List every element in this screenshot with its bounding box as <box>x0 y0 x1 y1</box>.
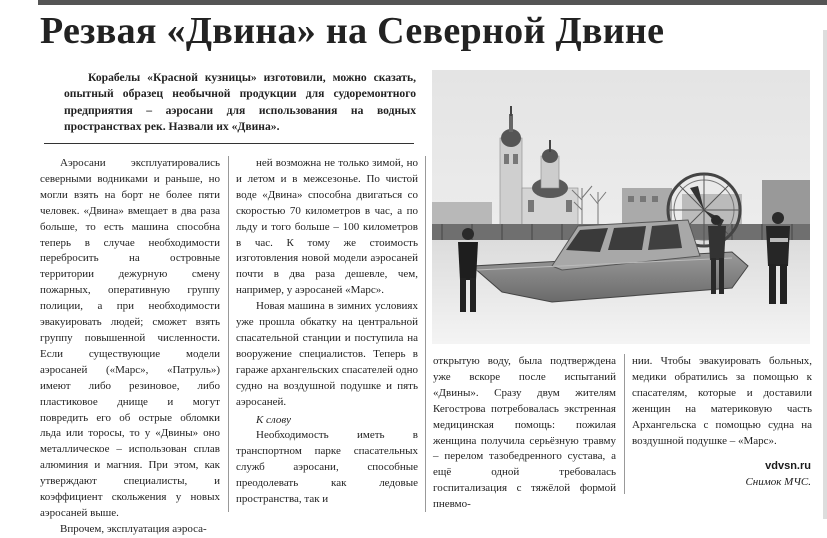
col2-paragraph-3: Необходимость иметь в транспортном парке спасательных служб аэросани, способные преодолевать как ледовые пространства, так и <box>236 429 418 506</box>
col1-paragraph-1: Аэросани эксплуатировались северными водниками и раньше, но могли взять на борт не более пяти человек. «Двина» вмещает в два раза больше, то есть машина способна теперь в случае необходимости перебросить на островные территории дежурную смену пожарных, оперативную группу полиции, а при необходимости эвакуировать людей; сможет взять группу повышенной численности. Если существующие модели аэросаней («Марс», «Патруль») имеют либо резиновое, либо пластиковое днище и могут повредить его об острые обломки льда или торосы, то у «Двины» оно металлическое – использован сплав алюминия и магния. При этом, как утверждают специалисты, и коэффициент скольжения у новых аэросаней выше. <box>40 157 220 519</box>
photo-credit: Снимок МЧС. <box>745 476 811 488</box>
col2-paragraph-2: Новая машина в зимних условиях уже прошла обкатку на центральной спасательной станции и поступила на вооружение специалистов. Теперь в гараже архангельских спасателей одно судно на воздушной подушке и пять аэросаней. <box>236 300 418 408</box>
k-slovu-heading: К слову <box>256 413 292 426</box>
headline: Резвая «Двина» на Северной Двине <box>40 10 665 52</box>
column-3 <box>433 354 616 514</box>
lead-paragraph: Корабелы «Красной кузницы» изготовили, можно сказать, опытный образец необычной продукции для судоремонтного предприятия – аэросани для использования на водных пространствах рек. Назвали их «Двина». <box>64 71 416 134</box>
col4-paragraph-1: нии. Чтобы эвакуировать больных, медики обратились за помощью к спасателям, которые и доставили женщин на материковую часть Архангельска с помощью судна на воздушной подушке – «Марс». <box>632 355 812 447</box>
top-rule <box>38 0 827 5</box>
site-credit: vdvsn.ru <box>765 460 811 472</box>
column-4 <box>632 354 812 447</box>
page-edge <box>823 30 827 519</box>
hovercraft-photo <box>432 70 810 344</box>
col1-paragraph-2: Впрочем, эксплуатация аэроса- <box>60 522 207 535</box>
column-separator <box>624 354 625 494</box>
column-separator <box>228 156 229 512</box>
col2-paragraph-1: ней возможна не только зимой, но и летом и в межсезонье. По чистой воде «Двина» способна двигаться со скоростью 70 километров в час, а по льду и того больше – 100 километров в час. К тому же стоимость изготовления новой модели аэросаней почти в два раза дешевле, чем, например, у аэросаней «Марс». <box>236 157 418 297</box>
column-2 <box>236 156 418 516</box>
col3-paragraph-1: открытую воду, была подтверждена уже вскоре после испытаний «Двины». Сразу двум жителям Кегострова потребовалась экстренная медицинская помощь: пожилая женщина получила серьёзную травму – перелом тазобедренного сустава, а ещё одной требовалась госпитализация с тяжёлой формой пневмо- <box>433 355 616 511</box>
lead-divider <box>44 143 414 144</box>
column-1 <box>40 156 220 535</box>
column-separator <box>425 156 426 512</box>
